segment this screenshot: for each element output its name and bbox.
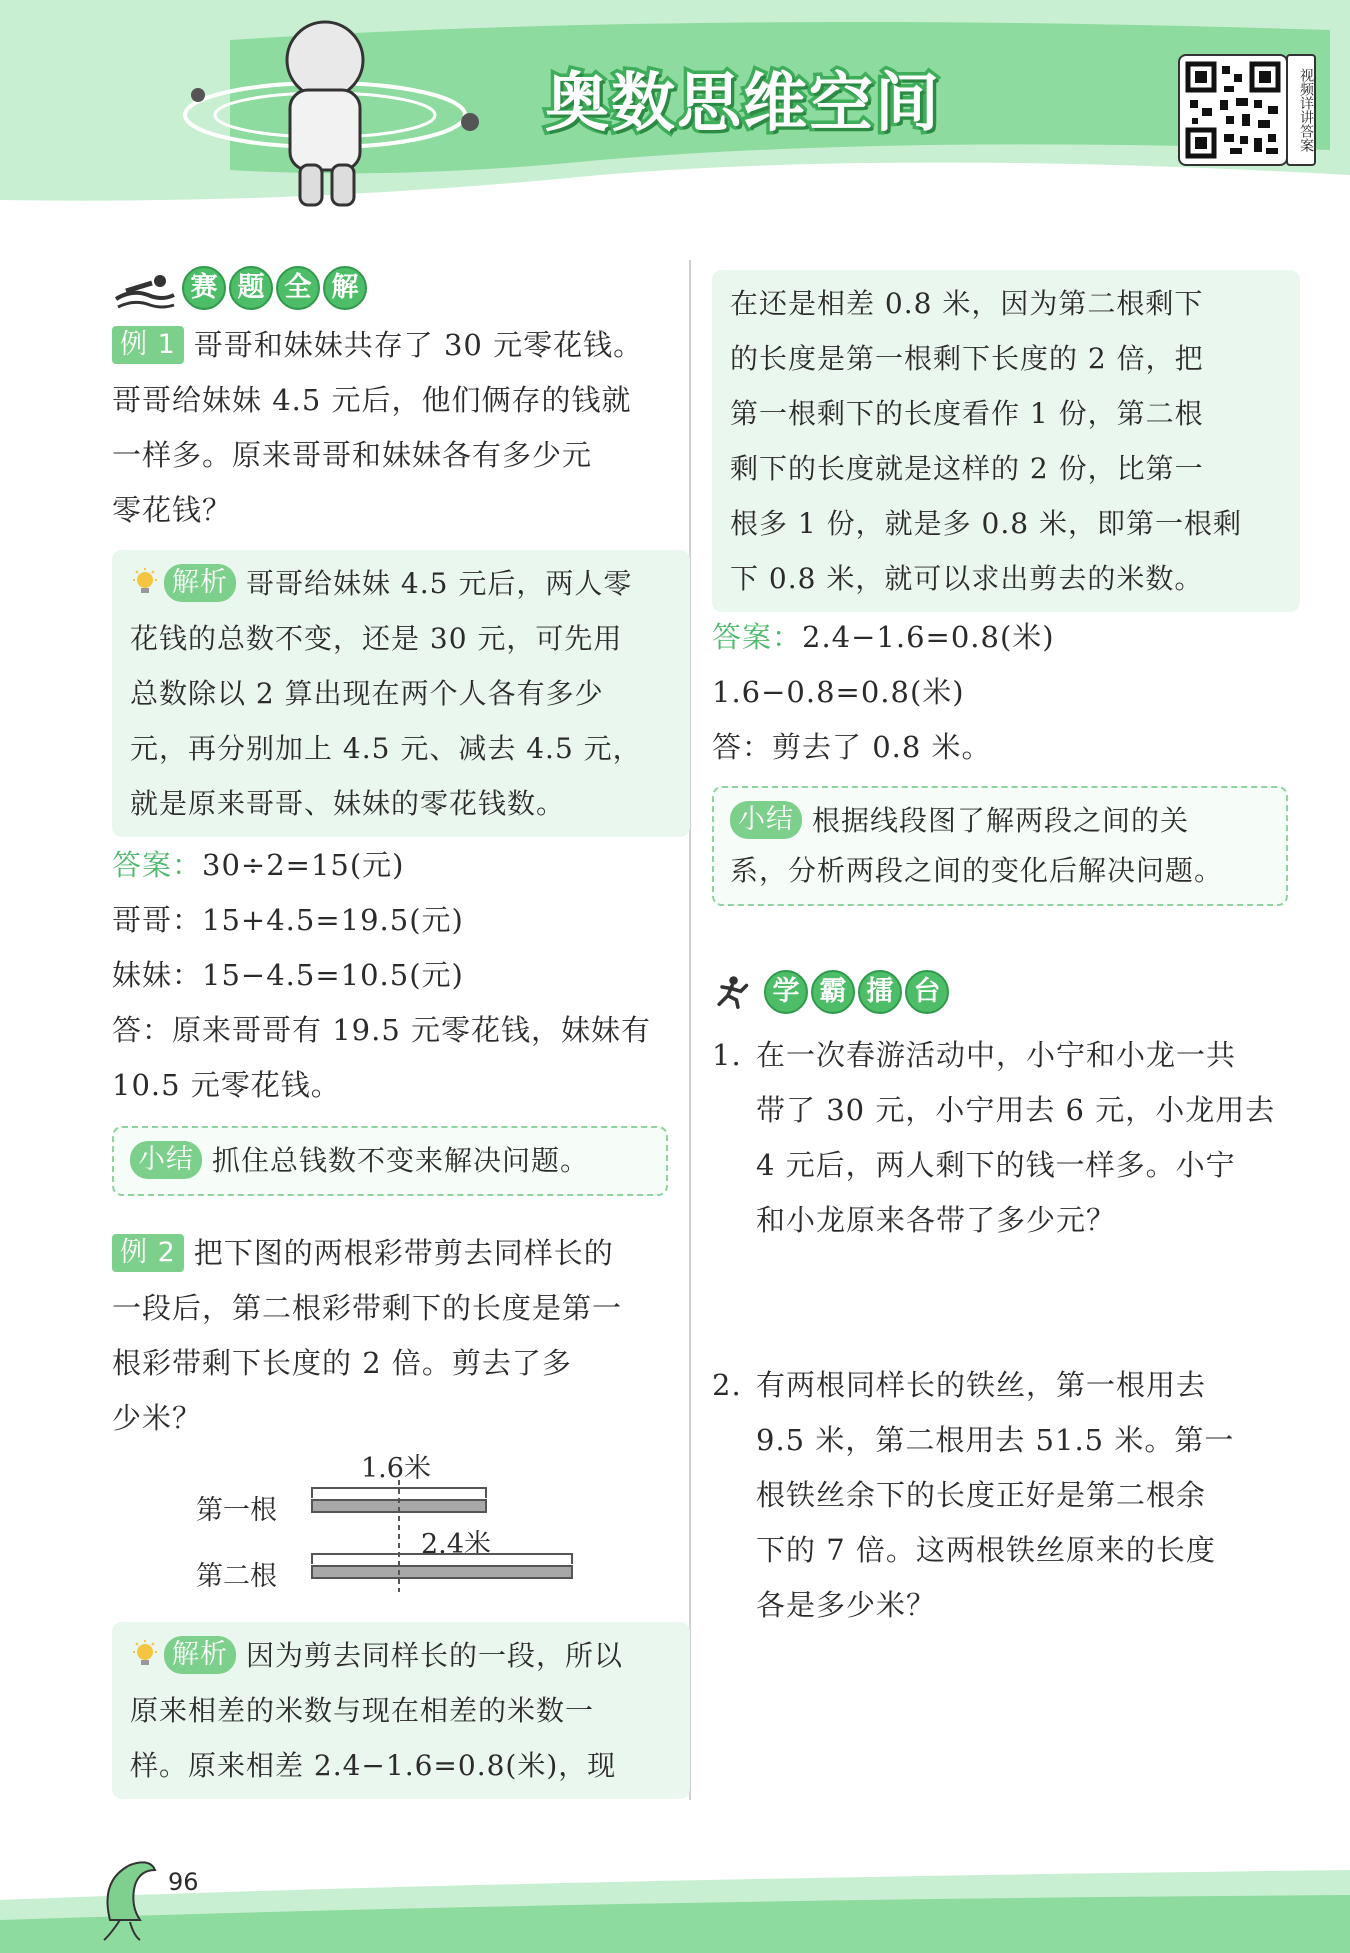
text-line: 的长度是第一根剩下长度的 2 倍，把 [730,342,1204,375]
qr-code-icon [1180,56,1286,164]
text-line: 30÷2=15(元) [202,848,405,882]
column-divider [689,260,691,1800]
text-line: 在还是相差 0.8 米，因为第二根剩下 [730,287,1204,320]
answer-2 [712,610,1282,775]
section-heading-char: 学 [764,970,808,1014]
analysis-1-tag: 解析 [164,564,236,602]
text-line: 系，分析两段之间的变化后解决问题。 [730,854,1224,887]
text-line: 答：原来哥哥有 19.5 元零花钱，妹妹有 [112,1013,652,1047]
text-line: 有两根同样长的铁丝，第一根用去 [756,1368,1207,1402]
page-number: 96 [168,1868,199,1896]
text-line: 和小龙原来各带了多少元？ [756,1203,1117,1237]
second-ribbon-bar [312,1566,572,1578]
question-1-number: 1. [712,1038,742,1072]
page-header [0,0,1350,230]
text-line: 在一次春游活动中，小宁和小龙一共 [756,1038,1237,1072]
lightbulb-icon [130,1639,160,1669]
segment-diagram [196,1446,596,1596]
section-heading-char: 题 [229,266,273,310]
text-line: 下 0.8 米，就可以求出剪去的米数。 [730,562,1204,595]
analysis-1 [112,550,690,837]
example-2 [112,1226,672,1446]
analysis-2-tag: 解析 [164,1636,236,1674]
text-line: 原来相差的米数与现在相差的米数一 [130,1694,595,1727]
summary-2-tag: 小结 [730,801,802,839]
text-line: 就是原来哥哥、妹妹的零花钱数。 [130,787,566,820]
text-line: 零花钱？ [112,493,233,527]
text-line: 总数除以 2 算出现在两个人各有多少 [130,677,604,710]
text-line: 下的 7 倍。这两根铁丝原来的长度 [756,1533,1216,1567]
text-line: 因为剪去同样长的一段，所以 [246,1639,624,1672]
example-1 [112,318,672,538]
page-title: 奥数思维空间 [545,67,941,141]
example-1-tag: 例 1 [112,326,184,364]
text-line: 哥哥给妹妹 4.5 元后，两人零 [246,567,633,600]
text-line: 根多 1 份，就是多 0.8 米，即第一根剩 [730,507,1242,540]
section-heading-char: 解 [323,266,367,310]
text-line: 各是多少米？ [756,1588,937,1622]
qr-code[interactable] [1178,54,1288,166]
text-line: 1.6−0.8=0.8(米) [712,675,965,709]
first-length-label: 1.6米 [361,1453,431,1484]
section-heading-competition [112,262,370,314]
text-line: 把下图的两根彩带剪去同样长的 [193,1236,614,1270]
page-footer [0,1840,1350,1953]
question-2-number: 2. [712,1368,742,1402]
text-line: 哥哥和妹妹共存了 30 元零花钱。 [193,328,644,362]
text-line: 根据线段图了解两段之间的关 [812,804,1190,837]
text-line: 2.4−1.6=0.8(米) [802,620,1055,654]
question-1 [712,1028,1292,1248]
summary-1-text: 抓住总钱数不变来解决问题。 [212,1144,590,1177]
section-heading-char: 擂 [858,970,902,1014]
summary-2 [712,786,1288,906]
segment-diagram-graphic [196,1446,596,1596]
answer-2-label: 答案： [712,620,803,654]
text-line: 根彩带剩下长度的 2 倍。剪去了多 [112,1346,572,1380]
text-line: 哥哥给妹妹 4.5 元后，他们俩存的钱就 [112,383,632,417]
section-heading-char: 台 [905,970,949,1014]
text-line: 妹妹：15−4.5=10.5(元) [112,958,464,992]
text-line: 10.5 元零花钱。 [112,1068,341,1102]
second-bar-label: 第二根 [196,1561,277,1592]
text-line: 少米？ [112,1401,203,1435]
qr-caption: 视频详讲答案 [1286,54,1316,166]
text-line: 一段后，第二根彩带剩下的长度是第一 [112,1291,623,1325]
text-line: 剩下的长度就是这样的 2 份，比第一 [730,452,1204,485]
lightbulb-icon [130,567,160,597]
text-line: 第一根剩下的长度看作 1 份，第二根 [730,397,1204,430]
text-line: 元，再分别加上 4.5 元、减去 4.5 元， [130,732,642,765]
text-line: 根铁丝余下的长度正好是第二根余 [756,1478,1207,1512]
answer-1 [112,838,682,1113]
section-heading-char: 全 [276,266,320,310]
swimmer-icon [112,265,176,311]
text-line: 花钱的总数不变，还是 30 元，可先用 [130,622,623,655]
summary-1 [112,1126,668,1196]
text-line: 一样多。原来哥哥和妹妹各有多少元 [112,438,593,472]
question-2 [712,1358,1292,1633]
section-heading-char: 赛 [182,266,226,310]
first-bar-label: 第一根 [196,1495,277,1526]
summary-1-tag: 小结 [130,1141,202,1179]
second-length-label: 2.4米 [421,1529,491,1560]
section-heading-char: 霸 [811,970,855,1014]
text-line: 哥哥：15+4.5=19.5(元) [112,903,464,937]
text-line: 9.5 米，第二根用去 51.5 米。第一 [756,1423,1235,1457]
text-line: 4 元后，两人剩下的钱一样多。小宁 [756,1148,1236,1182]
text-line: 样。原来相差 2.4−1.6=0.8(米)，现 [130,1749,617,1782]
text-line: 带了 30 元，小宁用去 6 元，小龙用去 [756,1093,1276,1127]
answer-1-label: 答案： [112,848,203,882]
text-line: 答：剪去了 0.8 米。 [712,730,992,764]
section-heading-challenge [712,966,952,1018]
runner-icon [712,969,758,1015]
analysis-2 [112,1622,690,1799]
example-2-tag: 例 2 [112,1234,184,1272]
analysis-2-continued [712,270,1300,612]
